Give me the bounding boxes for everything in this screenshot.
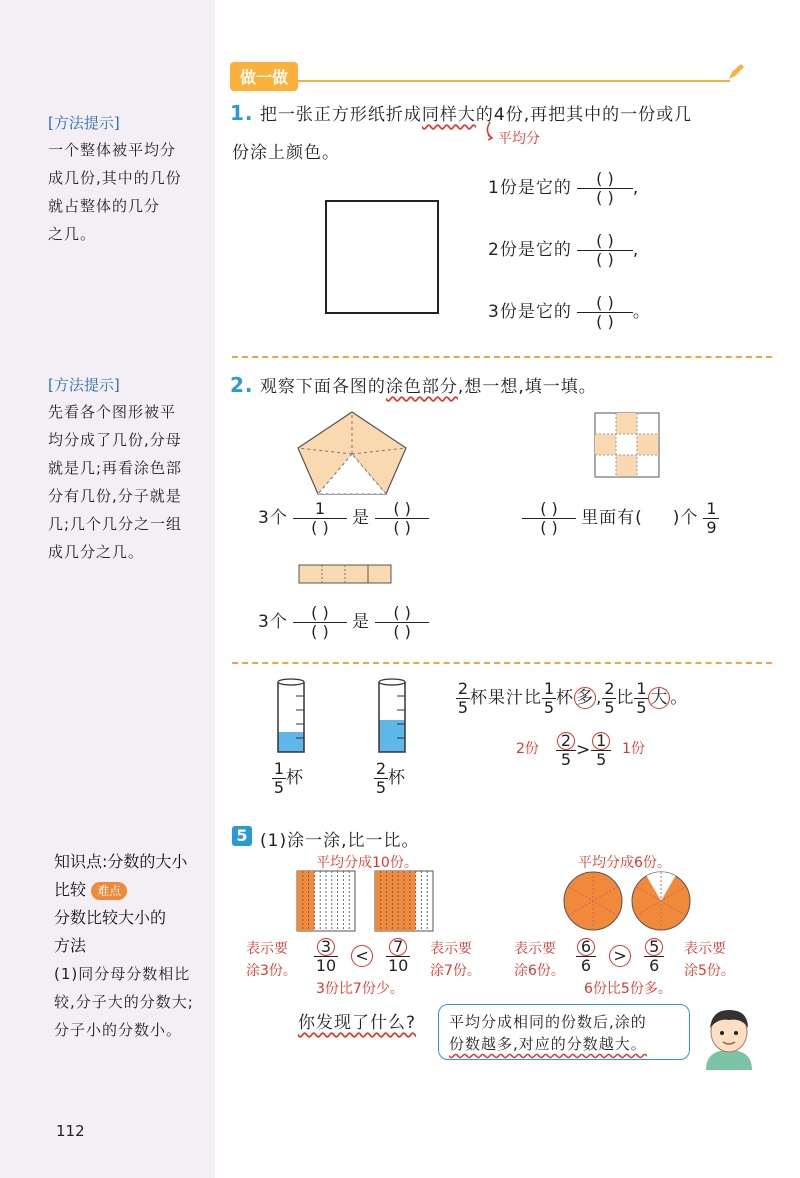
kp-body-line: (1)同分母分数相比 — [54, 965, 191, 983]
fraction — [634, 680, 648, 717]
denominator: 5 — [375, 778, 387, 797]
tip2-line: 先看各个图形被平 — [48, 403, 177, 421]
q2-title — [230, 372, 597, 397]
fraction-blank[interactable] — [293, 604, 347, 641]
difficulty-badge: 难点 — [91, 882, 127, 900]
bubble-line: 平均分成相同的份数后,涂的 — [449, 1013, 647, 1031]
header-rule — [298, 80, 730, 82]
left-caption: 3份比7份少。 — [316, 981, 404, 997]
denominator: ( ) — [293, 622, 347, 641]
q2-row2-left — [258, 604, 429, 641]
q1-row — [488, 170, 639, 207]
right-label: 平均分成6份。 — [578, 855, 671, 871]
kp-body — [54, 960, 194, 1044]
juice-text: 。 — [670, 688, 689, 708]
tip1-line: 之几。 — [48, 225, 97, 243]
juice-text: 杯 — [556, 688, 574, 708]
fraction-blank[interactable] — [375, 604, 429, 641]
numerator: ( ) — [596, 293, 614, 312]
denominator: ( ) — [293, 518, 347, 537]
denominator: 5 — [273, 778, 285, 797]
rect-7-of-10 — [374, 870, 434, 932]
cup-one-fifth — [276, 676, 306, 754]
fraction-blank[interactable] — [577, 294, 633, 331]
fraction — [542, 680, 556, 717]
juice-compare — [556, 732, 611, 769]
q2-text: )个 — [672, 508, 699, 528]
fraction-blank[interactable] — [577, 232, 633, 269]
boy-avatar — [698, 1004, 760, 1070]
divider — [232, 356, 772, 358]
annot-line: 表示要 — [430, 941, 472, 957]
annot-paint-3 — [246, 938, 297, 982]
denominator: ( ) — [577, 188, 633, 207]
annot-left: 2份 — [516, 741, 539, 757]
divider — [232, 662, 772, 664]
pencil-icon — [726, 62, 746, 82]
kp-sub1: 分数比较大小的 — [54, 908, 167, 927]
right-caption: 6份比5份多。 — [584, 981, 672, 997]
tip2-line: 几;几个几分之一组 — [48, 515, 183, 533]
q1-row-prefix: 3份是它的 — [488, 302, 572, 322]
q2-row1-left — [258, 500, 429, 537]
annot-paint-5 — [684, 938, 735, 982]
juice-text: , — [596, 688, 603, 708]
denominator: 5 — [543, 698, 555, 717]
denominator: 6 — [644, 956, 664, 975]
q2-text: 3个 — [258, 612, 288, 632]
right-compare — [576, 938, 664, 975]
denominator: ( ) — [577, 250, 633, 269]
pentagon-figure — [292, 408, 412, 498]
denominator: 10 — [315, 956, 337, 975]
q2-text-c: ,想一想,填一填。 — [457, 377, 597, 397]
tip1-line: 成几份,其中的几份 — [48, 169, 182, 187]
cup1-label — [272, 760, 304, 797]
q1-line2: 份涂上颜色。 — [232, 143, 340, 163]
numerator-circled: 5 — [645, 938, 663, 956]
arrow-icon — [478, 120, 498, 142]
q1-annotation: 平均分 — [498, 131, 540, 147]
numerator: ( ) — [596, 231, 614, 250]
fraction[interactable] — [293, 500, 347, 537]
kp-body-line: 较,分子大的分数大; — [54, 993, 194, 1011]
kp-line2 — [54, 876, 187, 904]
q1-row — [488, 294, 651, 331]
numerator: ( ) — [540, 499, 558, 518]
q1-row-end: , — [632, 240, 640, 260]
q1-text-c: 的4份,再把其中的一份或几 — [475, 105, 693, 125]
kp-line2-text: 比较 — [54, 880, 87, 899]
bubble-line-2: 份数越多,对应的分数越大。 — [449, 1035, 647, 1053]
q2-text-a: 观察下面各图的 — [259, 377, 386, 397]
annot-line: 表示要 — [246, 941, 288, 957]
annot-paint-6 — [514, 938, 565, 982]
fraction — [602, 680, 616, 717]
square-paper — [325, 200, 439, 314]
juice-text: 杯果汁比 — [470, 688, 542, 708]
annot-line: 表示要 — [684, 941, 726, 957]
denominator: 5 — [457, 698, 469, 717]
fraction — [374, 760, 388, 797]
q2-text: 里面有( — [581, 508, 643, 528]
speech-bubble — [438, 1004, 690, 1060]
fraction — [386, 938, 410, 975]
fraction-blank[interactable] — [577, 170, 633, 207]
denominator: 5 — [556, 750, 576, 769]
section-header: 做一做 — [230, 62, 298, 91]
cup2-label — [374, 760, 406, 797]
denominator: ( ) — [522, 518, 576, 537]
q1-row-end: 。 — [632, 302, 651, 322]
denominator: ( ) — [577, 312, 633, 331]
numerator-circled: 7 — [389, 938, 407, 956]
numerator: ( ) — [311, 603, 329, 622]
tip2-line: 分有几份,分子就是 — [48, 487, 182, 505]
tip1-text — [48, 136, 182, 248]
rect-3-of-10 — [296, 870, 356, 932]
tip2-line: 就是几;再看涂色部 — [48, 459, 183, 477]
fraction — [556, 732, 576, 769]
annot-line: 表示要 — [514, 941, 556, 957]
tip1-title: [方法提示] — [48, 114, 120, 132]
tip1-line: 一个整体被平均分 — [48, 141, 177, 159]
q1-row-end: , — [632, 178, 640, 198]
bubble-line — [439, 1033, 689, 1055]
numerator-circled: 6 — [577, 938, 595, 956]
left-compare — [314, 938, 410, 975]
q2-text: 是 — [352, 612, 371, 632]
tip2-title: [方法提示] — [48, 376, 120, 394]
answer-circled: 大 — [650, 688, 669, 708]
denominator: 5 — [604, 698, 615, 717]
kp-sub2: 方法 — [54, 936, 87, 955]
kp-line1: 知识点:分数的大小 — [54, 852, 188, 871]
answer-circled: 多 — [576, 688, 594, 708]
q1-highlight: 同样大 — [421, 105, 476, 125]
numerator: 2 — [604, 679, 615, 698]
tip1-line: 就占整体的几分 — [48, 197, 161, 215]
q1-text-a: 把一张正方形纸折成 — [259, 105, 422, 125]
page-number: 112 — [56, 1122, 85, 1140]
q2-text: 3个 — [258, 508, 288, 528]
q2-highlight: 涂色部分 — [385, 377, 458, 397]
q5-number: 5 — [232, 826, 252, 846]
unit: 杯 — [286, 768, 304, 788]
fraction-blank[interactable] — [375, 500, 429, 537]
tip2-line: 均分成了几份,分母 — [48, 431, 182, 449]
numerator-circled: 1 — [592, 732, 610, 750]
denominator: ( ) — [375, 622, 429, 641]
annot-line: 涂6份。 — [514, 963, 565, 979]
annot-line: 涂7份。 — [430, 963, 481, 979]
kp-body-line: 分子小的分数小。 — [54, 1021, 183, 1039]
q5-title: (1)涂一涂,比一比。 — [260, 831, 420, 851]
numerator: 1 — [543, 679, 555, 698]
annot-line: 涂5份。 — [684, 963, 735, 979]
circle-6-of-6 — [562, 870, 624, 932]
numerator: 2 — [375, 759, 387, 778]
numerator-circled: 2 — [557, 732, 575, 750]
circle-5-of-6 — [630, 870, 692, 932]
question-text: 你发现了什么? — [298, 1013, 417, 1033]
numerator: 1 — [273, 759, 285, 778]
fraction — [314, 938, 338, 975]
q5-question — [298, 1008, 416, 1033]
q2-text: 是 — [352, 508, 371, 528]
q2-number: 2. — [230, 373, 254, 397]
strip-figure — [298, 564, 392, 584]
numerator: 1 — [706, 499, 717, 518]
fraction — [591, 732, 611, 769]
tip2-line: 成几分之几。 — [48, 543, 145, 561]
q1-row — [488, 232, 639, 269]
q1-line1 — [230, 100, 692, 125]
q1-row-prefix: 1份是它的 — [488, 178, 572, 198]
numerator: ( ) — [393, 603, 411, 622]
numerator: ( ) — [596, 169, 614, 188]
fraction — [703, 500, 719, 537]
unit: 杯 — [388, 768, 406, 788]
numerator-circled: 3 — [317, 938, 335, 956]
fraction — [644, 938, 664, 975]
denominator: 9 — [703, 518, 719, 537]
q2-row1-right — [522, 500, 719, 537]
fraction-blank[interactable] — [522, 500, 576, 537]
knowledge-point — [54, 848, 187, 960]
juice-text: 比 — [616, 688, 635, 708]
numerator: 1 — [314, 499, 326, 518]
cup-two-fifths — [377, 676, 407, 754]
denominator: 6 — [576, 956, 596, 975]
denominator: ( ) — [375, 518, 429, 537]
fraction — [272, 760, 286, 797]
denominator: 10 — [388, 956, 409, 975]
sidebar — [0, 0, 215, 1178]
grid-figure — [594, 412, 660, 478]
left-label: 平均分成10份。 — [316, 855, 418, 871]
annot-line: 涂3份。 — [246, 963, 297, 979]
denominator: 5 — [591, 750, 611, 769]
denominator: 5 — [636, 698, 647, 717]
numerator: ( ) — [393, 499, 411, 518]
tip2-text — [48, 398, 182, 566]
compare-sign: > — [609, 945, 631, 967]
numerator: 1 — [636, 679, 647, 698]
fraction — [456, 680, 470, 717]
juice-sentence — [456, 680, 688, 717]
q1-number: 1. — [230, 101, 254, 125]
fraction — [576, 938, 596, 975]
annot-paint-7 — [430, 938, 481, 982]
q1-row-prefix: 2份是它的 — [488, 240, 572, 260]
compare-sign: < — [351, 945, 373, 967]
numerator: 2 — [457, 679, 469, 698]
compare-sign: > — [576, 740, 592, 760]
annot-right: 1份 — [622, 741, 645, 757]
